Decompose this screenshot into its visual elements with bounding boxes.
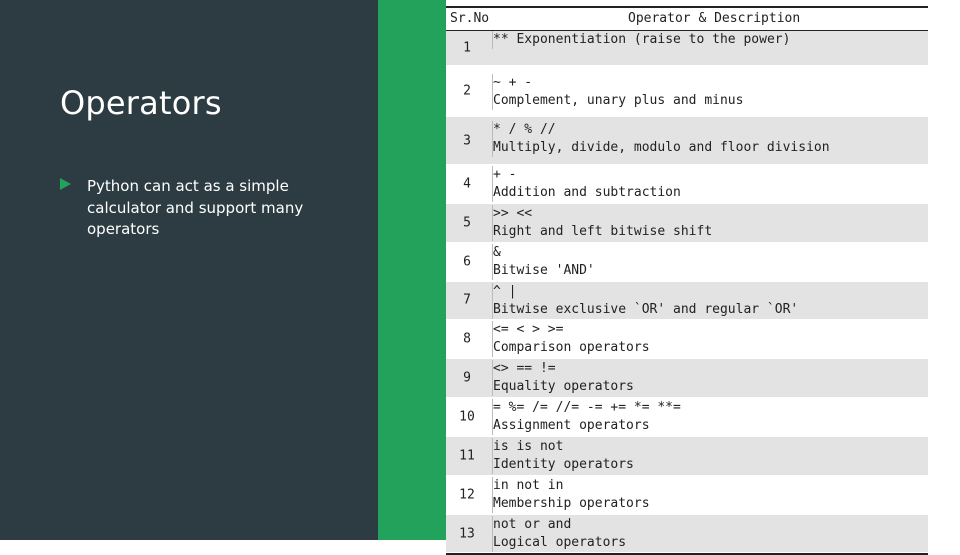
table-row (446, 398, 928, 437)
header-sr-no: Sr.No (450, 11, 490, 26)
table-header (446, 8, 928, 31)
operator-description: Logical operators (493, 534, 627, 550)
row-number: 8 (463, 331, 471, 347)
operator-symbols: in not in (493, 477, 564, 493)
operator-symbols: <= < > >= (493, 322, 564, 338)
operator-symbols: = %= /= //= -= += *= **= (493, 400, 681, 416)
table-row (446, 243, 928, 282)
row-number: 7 (463, 292, 471, 308)
operator-table (446, 6, 928, 555)
operator-description: Right and left bitwise shift (493, 223, 713, 239)
row-number: 12 (459, 487, 475, 503)
row-description-cell (492, 321, 650, 357)
operator-symbols: * / % // (493, 122, 556, 137)
table-row (446, 31, 928, 66)
operator-description: Bitwise exclusive `OR' and regular `OR' (493, 301, 799, 317)
operator-description: Bitwise 'AND' (493, 262, 595, 278)
operator-symbols: & (493, 244, 501, 260)
row-number: 13 (459, 526, 475, 542)
table-row (446, 66, 928, 117)
header-operator-description: Operator & Description (628, 11, 801, 26)
bullet-point (60, 176, 330, 241)
operator-description: Equality operators (493, 379, 634, 395)
operator-symbols: is is not (493, 438, 564, 454)
row-number: 3 (463, 133, 471, 148)
row-description-cell (492, 121, 830, 157)
table-row (446, 476, 928, 515)
operator-description: Complement, unary plus and minus (493, 93, 744, 108)
bullet-text: Python can act as a simple calculator and support many operators (87, 177, 304, 238)
accent-stripe (378, 0, 446, 540)
row-number: 9 (463, 370, 471, 386)
row-description-cell (492, 205, 712, 241)
row-description-cell (492, 31, 790, 49)
row-description-cell (492, 166, 681, 202)
operator-description: Identity operators (493, 456, 634, 472)
row-number: 1 (463, 40, 471, 56)
operator-symbols: >> << (493, 205, 533, 221)
operator-symbols: <> == != (493, 361, 556, 377)
row-number: 11 (459, 448, 475, 464)
row-description-cell (492, 477, 650, 513)
row-description-cell (492, 74, 743, 110)
row-number: 10 (459, 409, 475, 425)
row-description-cell (492, 438, 634, 474)
row-number: 5 (463, 215, 471, 231)
table-row (446, 437, 928, 476)
row-description-cell (492, 399, 681, 435)
row-number: 4 (463, 176, 471, 192)
table-row (446, 320, 928, 359)
operator-symbols: ~ + - (493, 75, 533, 90)
operator-description: Assignment operators (493, 418, 650, 434)
table-row (446, 204, 928, 243)
operator-description: Membership operators (493, 495, 650, 511)
table-row (446, 117, 928, 165)
slide-title: Operators (60, 84, 222, 122)
row-number: 6 (463, 254, 471, 270)
bullet-arrow-icon (60, 178, 71, 190)
table-row (446, 515, 928, 554)
row-description-cell (492, 516, 626, 552)
operator-description: Exponentiation (raise to the power) (516, 32, 791, 47)
row-description-cell (492, 244, 595, 280)
row-number: 2 (463, 83, 471, 99)
table-row (446, 165, 928, 204)
operator-symbols: ** (493, 32, 509, 47)
row-description-cell (492, 283, 798, 319)
table-row (446, 282, 928, 321)
table-row (446, 359, 928, 398)
operator-symbols: ^ | (493, 283, 517, 299)
operator-symbols: + - (493, 167, 517, 182)
operator-description: Addition and subtraction (493, 185, 681, 200)
operator-symbols: not or and (493, 516, 572, 532)
operator-description: Comparison operators (493, 340, 650, 356)
row-description-cell (492, 360, 634, 396)
operator-description: Multiply, divide, modulo and floor division (493, 140, 830, 155)
